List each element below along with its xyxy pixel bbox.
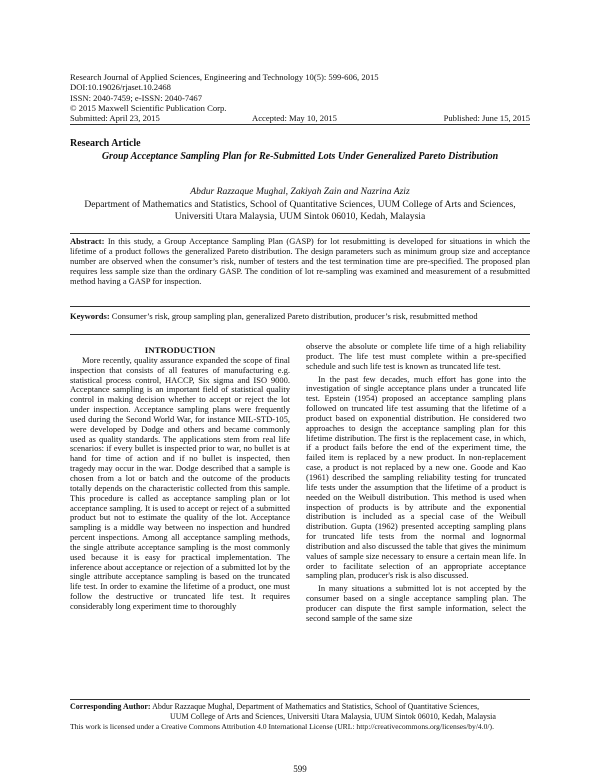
abstract-label: Abstract: xyxy=(70,236,105,246)
keywords xyxy=(70,311,530,321)
license-text: This work is licensed under a Creative Commons Attribution 4.0 International License (URL: http://creativecommons.org/licenses/by/4.0/). xyxy=(70,722,494,731)
article-type: Research Article xyxy=(70,138,141,149)
keywords-text: Consumer’s risk, group sampling plan, generalized Pareto distribution, producer’s risk, resubmitted method xyxy=(111,311,478,321)
intro-paragraph-4: In many situations a submitted lot is not accepted by the consumer based on a single acceptance sampling plan. The producer can dispute the first sample information, select the second sample of the same size xyxy=(306,583,526,623)
intro-paragraph-2: observe the absolute or complete life time of a high reliability product. The life test must complete within a pre-specified schedule and such life test is known as truncated life test. xyxy=(306,341,526,371)
introduction-heading: INTRODUCTION xyxy=(144,345,216,355)
page-number: 599 xyxy=(293,764,307,774)
copyright: © 2015 Maxwell Scientific Publication Corp. xyxy=(70,103,227,114)
paper-title: Group Acceptance Sampling Plan for Re-Submitted Lots Under Generalized Pareto Distribution xyxy=(101,151,499,162)
journal-header xyxy=(70,72,379,114)
corresponding-text-2: UUM College of Arts and Sciences, Universiti Utara Malaysia, UUM Sintok 06010, Kedah, Malaysia xyxy=(170,712,496,721)
footer xyxy=(70,702,530,732)
divider-keywords xyxy=(70,334,530,335)
journal-citation: Research Journal of Applied Sciences, Engineering and Technology 10(5): 599-606, 2015 xyxy=(70,72,379,82)
abstract-text: In this study, a Group Acceptance Sampling Plan (GASP) for lot resubmitting is developed for situations in which the lifetime of a product follows the generalized Pareto distribution. The design parameters such as minimum group size and acceptance number are observed when the consumer’s risk, number of testers and the test termination time are pre-specified. The proposed plan requires less sample size than the ordinary GASP. The condition of lot re-sampling was examined and measurement of a resubmitted method having a GASP for inspection. xyxy=(70,236,530,286)
authors: Abdur Razzaque Mughal, Zakiyah Zain and Nazrina Aziz xyxy=(190,186,410,197)
corresponding-label: Corresponding Author: xyxy=(70,702,151,711)
doi: DOI:10.19026/rjaset.10.2468 xyxy=(70,82,171,93)
published-date: Published: June 15, 2015 xyxy=(443,113,530,123)
accepted-date: Accepted: May 10, 2015 xyxy=(252,113,337,123)
corresponding-author xyxy=(70,702,530,712)
submitted-date: Submitted: April 23, 2015 xyxy=(70,113,160,123)
abstract xyxy=(70,237,530,287)
intro-paragraph-1: More recently, quality assurance expanded the scope of final inspection that consists of all features of manufacturing e.g. statistical process control, HACCP, Six sigma and ISO 9000. Acceptance sampling is an important field of statistical quality control in making decision whether to accept or reject the lot under inspection. Acceptance sampling plans were frequently used during the Second World War, for instance MIL-STD-105, were developed by Dodge and others and became commonly used as quality standards. The applications stem from real life scenarios: if every bullet is inspected prior to war, no bullet is at hand for time of action and if no bullet is inspected, then tragedy may occur in the war. Dodge described that a sample is chosen from a lot or batch and the outcome of the products totally depends on the characteristic collected from this sample. This procedure is called as acceptance sampling plan or lot acceptance sampling. It is used to accept or reject of a submitted product but not to estimate the quality of the lot. Acceptance sampling is a middle way between no inspection and hundred percent inspections. Among all acceptance sampling methods, the single attribute acceptance sampling is the most commonly used because it is easy for practical implementation. The inference about acceptance or rejection of a submitted lot by the single attribute acceptance sampling is based on the truncated life test. In order to examine the lifetime of a product, one must follow the destructive or truncated life test. It requires considerably long experiment time to thoroughly xyxy=(70,354,290,611)
keywords-label: Keywords: xyxy=(70,311,110,321)
divider-top xyxy=(70,233,530,234)
left-column xyxy=(70,346,290,612)
divider-footer xyxy=(70,699,530,700)
right-column xyxy=(306,342,526,624)
divider-abstract xyxy=(70,306,530,307)
intro-paragraph-3: In the past few decades, much effort has gone into the investigation of single acceptance plans under a truncated life test. Epstein (1954) proposed an acceptance sampling plans followed on truncated life test assuming that the lifetime of a product based on exponential distribution. He considered two approaches to design the acceptance sampling plan for this lifetime distribution. The first is the replacement case, in which, if a product fails before the end of the experiment time, the failed item is replaced by a new product. In non-replacement case, a product is not replaced by a new one. Goode and Kao (1961) described the sampling reliability testing for truncated life tests under the assumption that the lifetime of a product is needed on the Weibull distribution. This method is used when inspection of products is by attribute and the exponential distribution is included as a special case of the Weibull distribution. Gupta (1962) presented accepting sampling plans for truncated life tests from the normal and lognormal distribution and also discussed the table that gives the minimum values of sample size necessary to ensure a certain mean life. In order to facilitate selection of an appropriate acceptance sampling plan, producer's risk is also discussed. xyxy=(306,373,526,581)
dates-row xyxy=(70,113,530,125)
corresponding-text: Abdur Razzaque Mughal, Department of Mathematics and Statistics, School of Quantitative Sciences, xyxy=(152,702,480,711)
affiliation: Department of Mathematics and Statistics, School of Quantitative Sciences, UUM College of Arts and Sciences, Universiti Utara Malaysia, UUM Sintok 06010, Kedah, Malaysia xyxy=(84,199,516,222)
issn: ISSN: 2040-7459; e-ISSN: 2040-7467 xyxy=(70,92,203,103)
